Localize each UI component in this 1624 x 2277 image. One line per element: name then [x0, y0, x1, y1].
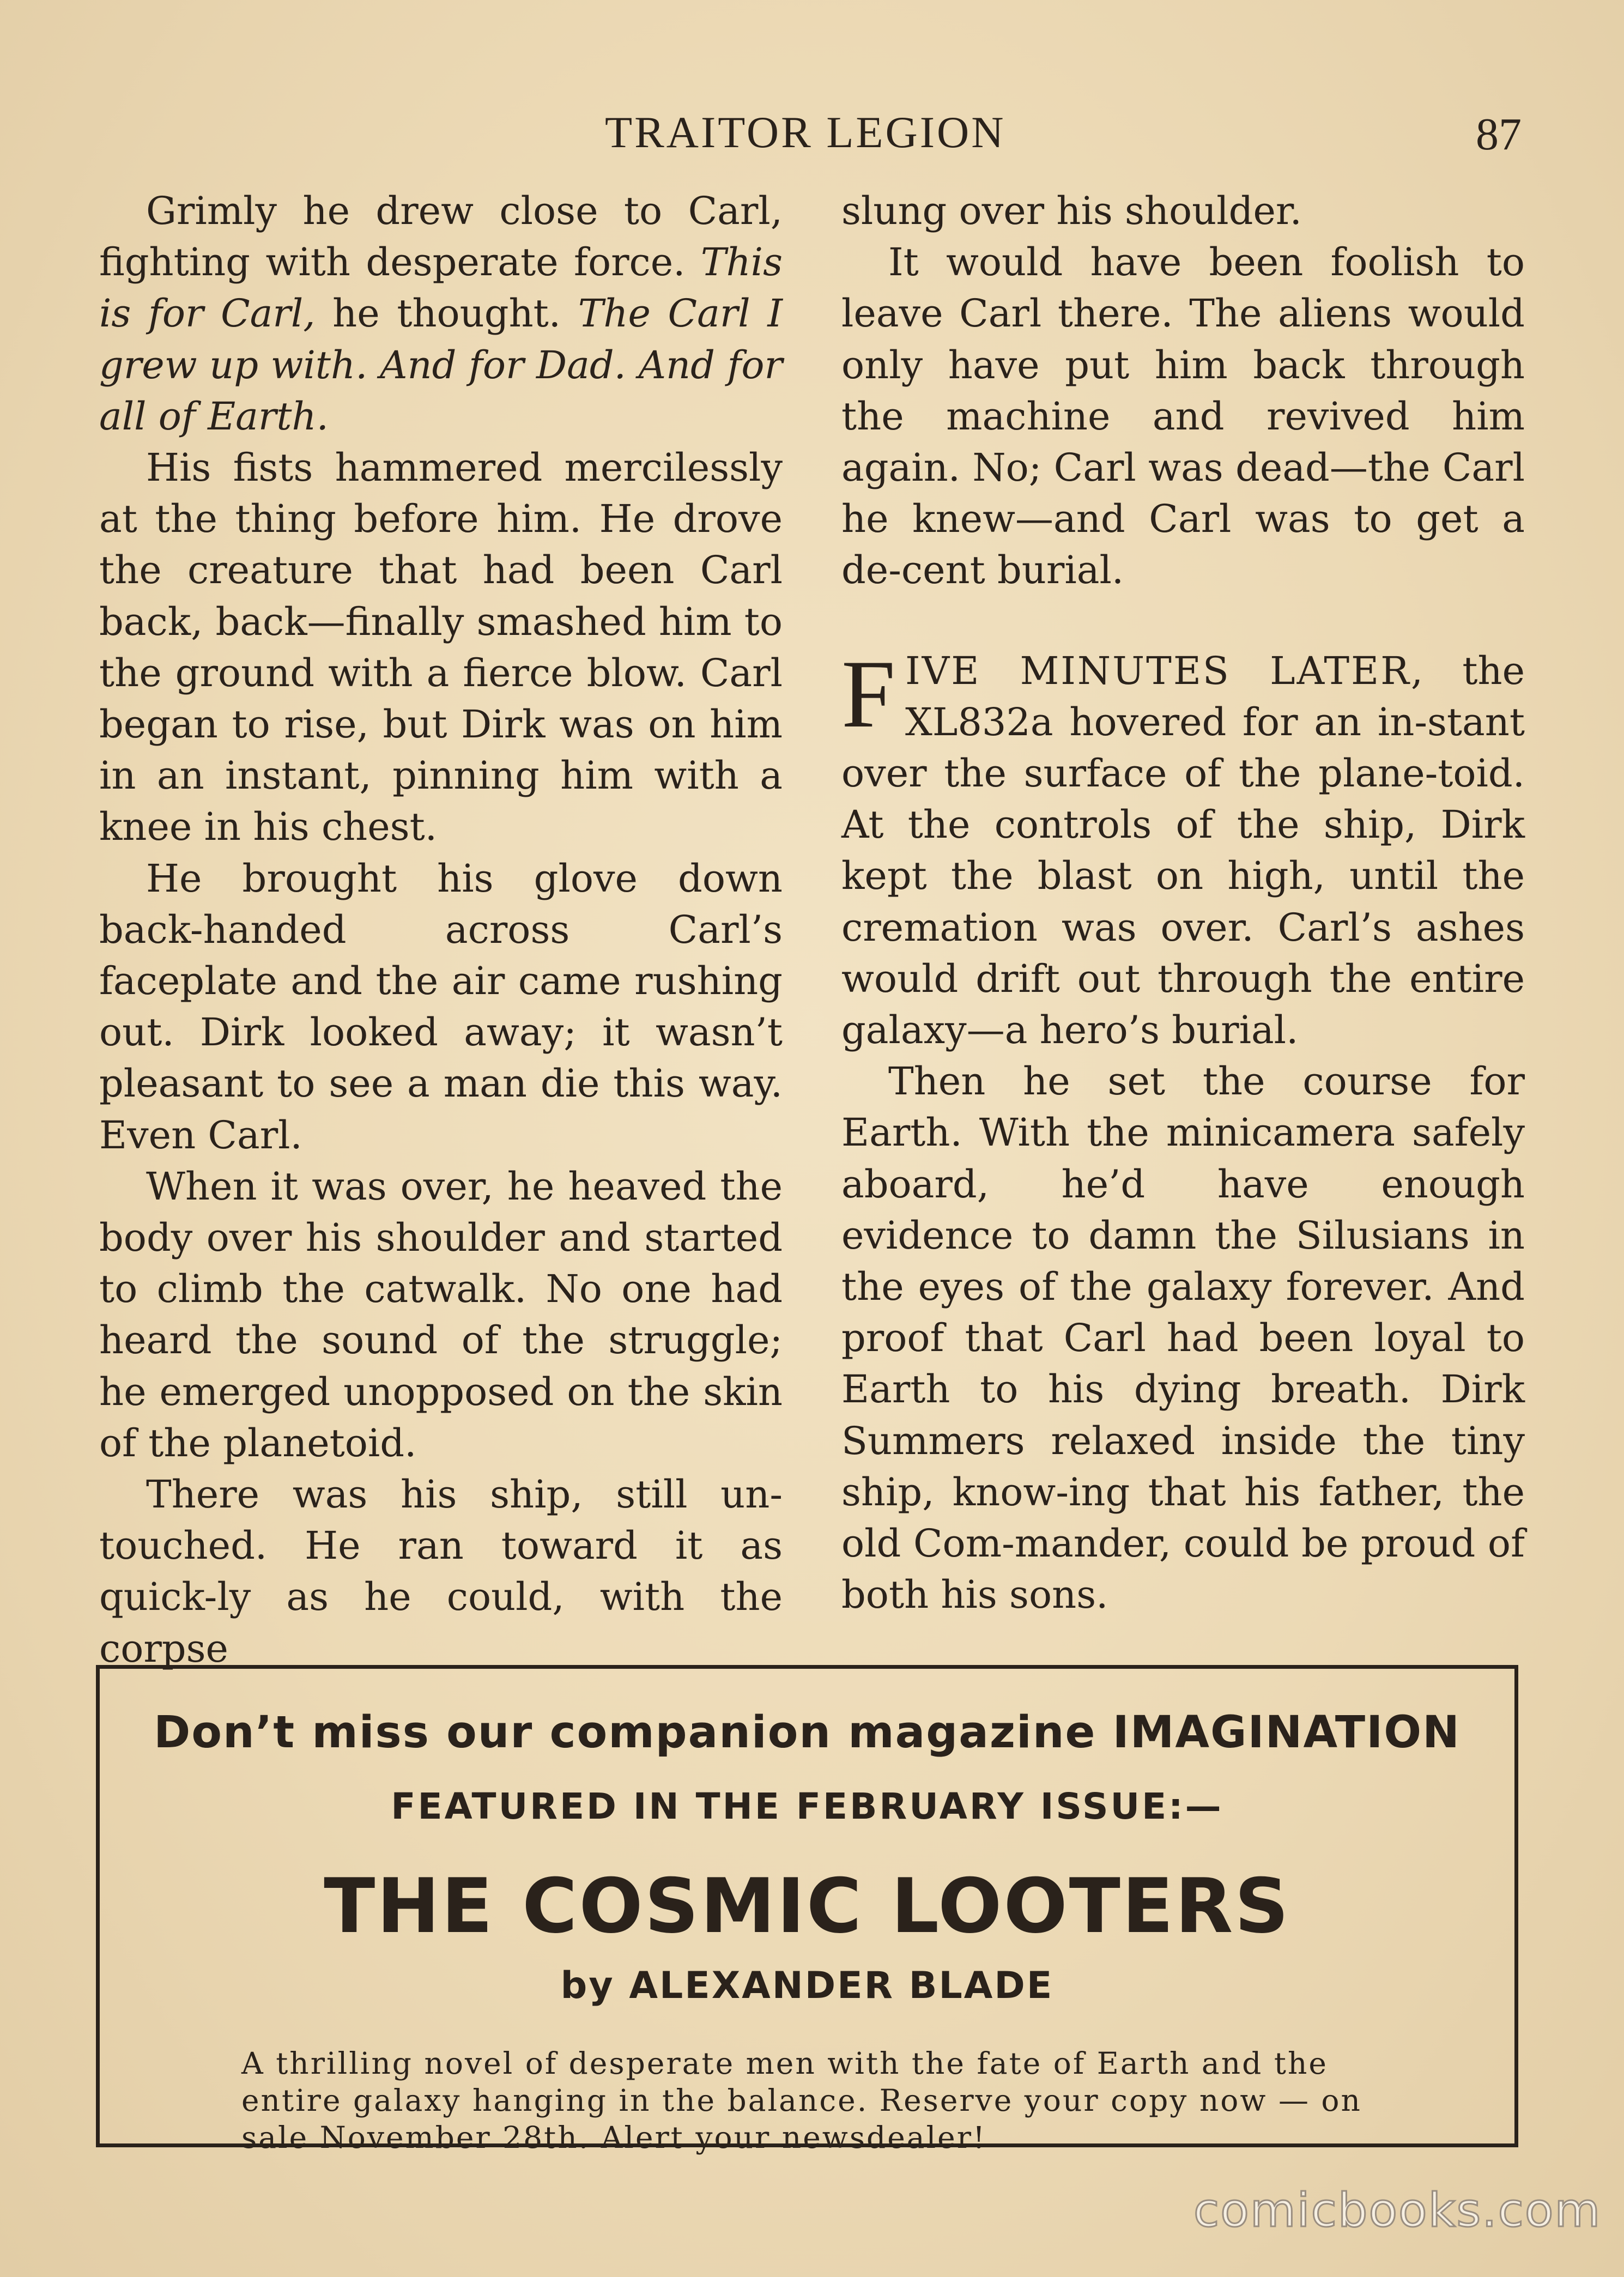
paragraph	[99, 185, 783, 442]
text-column-right	[841, 185, 1525, 1620]
lead-in: IVE MINUTES LATER,	[905, 648, 1425, 693]
paragraph: Then he set the course for Earth. With the minicamera safely aboard, he’d have enough evidence to damn the Silusians in the eyes of the galaxy forever. And proof that Carl had been loyal to Earth to his dying breath. Dirk Summers relaxed inside the tiny ship, know-ing that his father, the old Com-mander, could be proud of both his sons.	[841, 1059, 1525, 1618]
italic-thought: The Carl I grew up with. And for Dad. And for all of Earth.	[99, 291, 783, 439]
section-start-paragraph	[841, 639, 1525, 1056]
paragraph: When it was over, he heaved the body over his shoulder and started to climb the catwalk. No one had heard the sound of the struggle; he emerged unopposed on the skin of the planetoid.	[99, 1164, 783, 1465]
paragraph: slung over his shoulder.	[841, 189, 1302, 233]
text-column-left	[99, 185, 783, 1674]
ad-headline: Don’t miss our companion magazine IMAGINATION	[154, 1707, 1461, 1758]
paragraph: His fists hammered mercilessly at the thing before him. He drove the creature that had been Carl back, back—finally smashed him to the ground with a fierce blow. Carl began to rise, but Dirk was on him in an instant, pinning him with a knee in his chest.	[99, 445, 783, 850]
drop-cap: F	[841, 639, 895, 748]
ad-story-title: THE COSMIC LOOTERS	[324, 1862, 1290, 1950]
paragraph-text: Grimly he drew close to Carl, fighting with desperate force.	[99, 189, 783, 285]
ad-subheadline: FEATURED IN THE FEBRUARY ISSUE:—	[391, 1785, 1223, 1827]
paragraph-text: he thought.	[315, 291, 578, 336]
paragraph: It would have been foolish to leave Carl there. The aliens would only have put him back through the machine and revived him again. No; Carl was dead—the Carl he knew—and Carl was to get a de-cent burial.	[841, 240, 1525, 593]
ad-blurb: A thrilling novel of desperate men with the fate of Earth and the entire galaxy hanging in the balance. Reserve your copy now — on sale November 28th. Alert your newsdealer!	[241, 2046, 1362, 2155]
ad-byline: by ALEXANDER BLADE	[560, 1964, 1054, 2007]
running-head: TRAITOR LEGION	[605, 107, 1006, 157]
paragraph: He brought his glove down back-handed across Carl’s faceplate and the air came rushing out. Dirk looked away; it wasn’t pleasant to see a man die this way. Even Carl.	[99, 856, 783, 1158]
paragraph-text: the XL832a hovered for an in-stant over the surface of the plane-toid. At the controls of the ship, Dirk kept the blast on high, until the cremation was over. Carl’s ashes would drift out through the entire galaxy—a hero’s burial.	[841, 648, 1525, 1053]
page-number: 87	[1476, 109, 1522, 160]
paragraph: There was his ship, still un-touched. He ran toward it as quick-ly as he could, with the corpse	[99, 1472, 783, 1671]
italic-thought: This is for Carl,	[99, 240, 783, 336]
watermark: comicbooks.com	[1193, 2183, 1602, 2238]
advertisement-box	[96, 1665, 1518, 2155]
